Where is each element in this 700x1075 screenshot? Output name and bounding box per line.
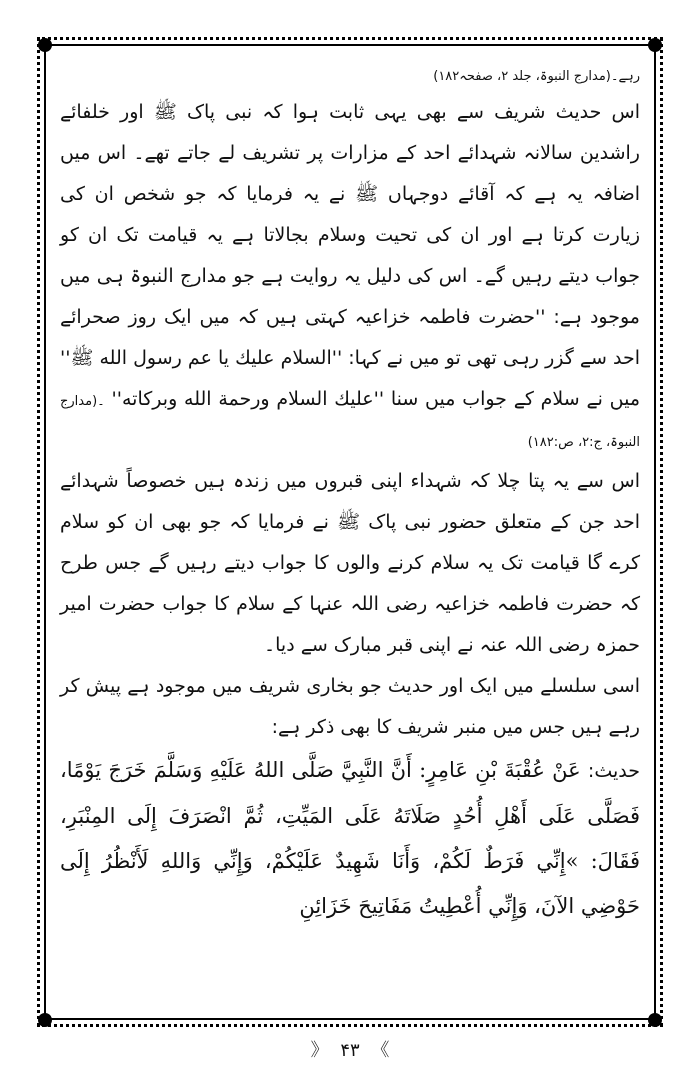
page-bracket-right: 》 [371, 1040, 390, 1061]
paragraph-1-text: اس حدیث شریف سے بھی یہی ثابت ہوا کہ نبی پاک ﷺ اور خلفائے راشدین سالانہ شہدائے احد کے مزارات پر تشریف لے جاتے تھے۔ اس میں اضافہ یہ ہے کہ آقائے دوجہاں ﷺ نے یہ فرمایا کہ جو شخص ان کی زیارت کرتا ہے اور ان کی تحیت وسلام بجالاتا ہے یہ قیامت تک ان کو جواب دیتے رہیں گے۔ اس کی دلیل یہ روایت ہے جو مدارج النبوۃ ہی میں موجود ہے: ''حضرت فاطمہ خزاعیہ کہتی ہیں کہ میں ایک روز صحرائے احد سے گزر رہی تھی تو میں نے کہا: ''السلام علیك یا عم رسول الله ﷺ'' میں نے سلام کے جواب میں سنا ''علیك السلام ورحمة الله وبركاته'' [60, 101, 641, 410]
hadith-arabic-text: عَنْ عُقْبَةَ بْنِ عَامِرٍ: أَنَّ النَّبِيَّ صَلَّى اللهُ عَلَيْهِ وَسَلَّمَ خَرَجَ يَوْمًا، فَصَلَّى عَلَى أَهْلِ أُحُدٍ صَلَاتَهُ عَلَى المَيِّتِ، ثُمَّ انْصَرَفَ إِلَى المِنْبَرِ، فَقَالَ: »إِنِّي فَرَطٌ لَكُمْ، وَأَنَا شَهِيدٌ عَلَيْكُمْ، وَإِنِّي وَاللهِ لَأَنْظُرُ إِلَى حَوْضِي الآنَ، وَإِنِّي أُعْطِيتُ مَفَاتِيحَ خَزَائِنِ [60, 758, 640, 918]
paragraph-2: اس سے یہ پتا چلا کہ شہداء اپنی قبروں میں زندہ ہیں خصوصاً شہدائے احد جن کے متعلق حضور نبی پاک ﷺ نے فرمایا کہ جو بھی ان کو سلام کرے گا قیامت تک یہ سلام کرنے والوں کا جواب دیتے رہیں گے جس طرح کہ حضرت فاطمہ خزاعیہ رضی اللہ عنہا کے سلام کا جواب حضرت امیر حمزہ رضی اللہ عنہ نے اپنی قبر مبارک سے دیا۔ [60, 470, 640, 656]
paragraph-3: اسی سلسلے میں ایک اور حدیث جو بخاری شریف میں موجود ہے پیش کر رہے ہیں جس میں منبر شریف کا بھی ذکر ہے: [60, 675, 640, 738]
page-number-value: ۴۳ [340, 1040, 360, 1061]
page-bracket-left: 《 [310, 1040, 329, 1061]
border-corner-dot [38, 1013, 52, 1027]
paragraph-1 [60, 92, 640, 461]
paragraph-1-reference: ۔(مدارج النبوۃ، ج:۲، ص:۱۸۲) [60, 394, 640, 450]
hadith-label: حدیث: [587, 760, 640, 782]
border-corner-dot [38, 38, 52, 52]
reference-top: رہے۔(مدارج النبوۃ، جلد ۲، صفحہ۱۸۲) [433, 69, 640, 84]
page-content [60, 62, 640, 1012]
hadith-block [60, 748, 640, 929]
border-corner-dot [648, 1013, 662, 1027]
page-number [0, 1036, 700, 1062]
border-corner-dot [648, 38, 662, 52]
